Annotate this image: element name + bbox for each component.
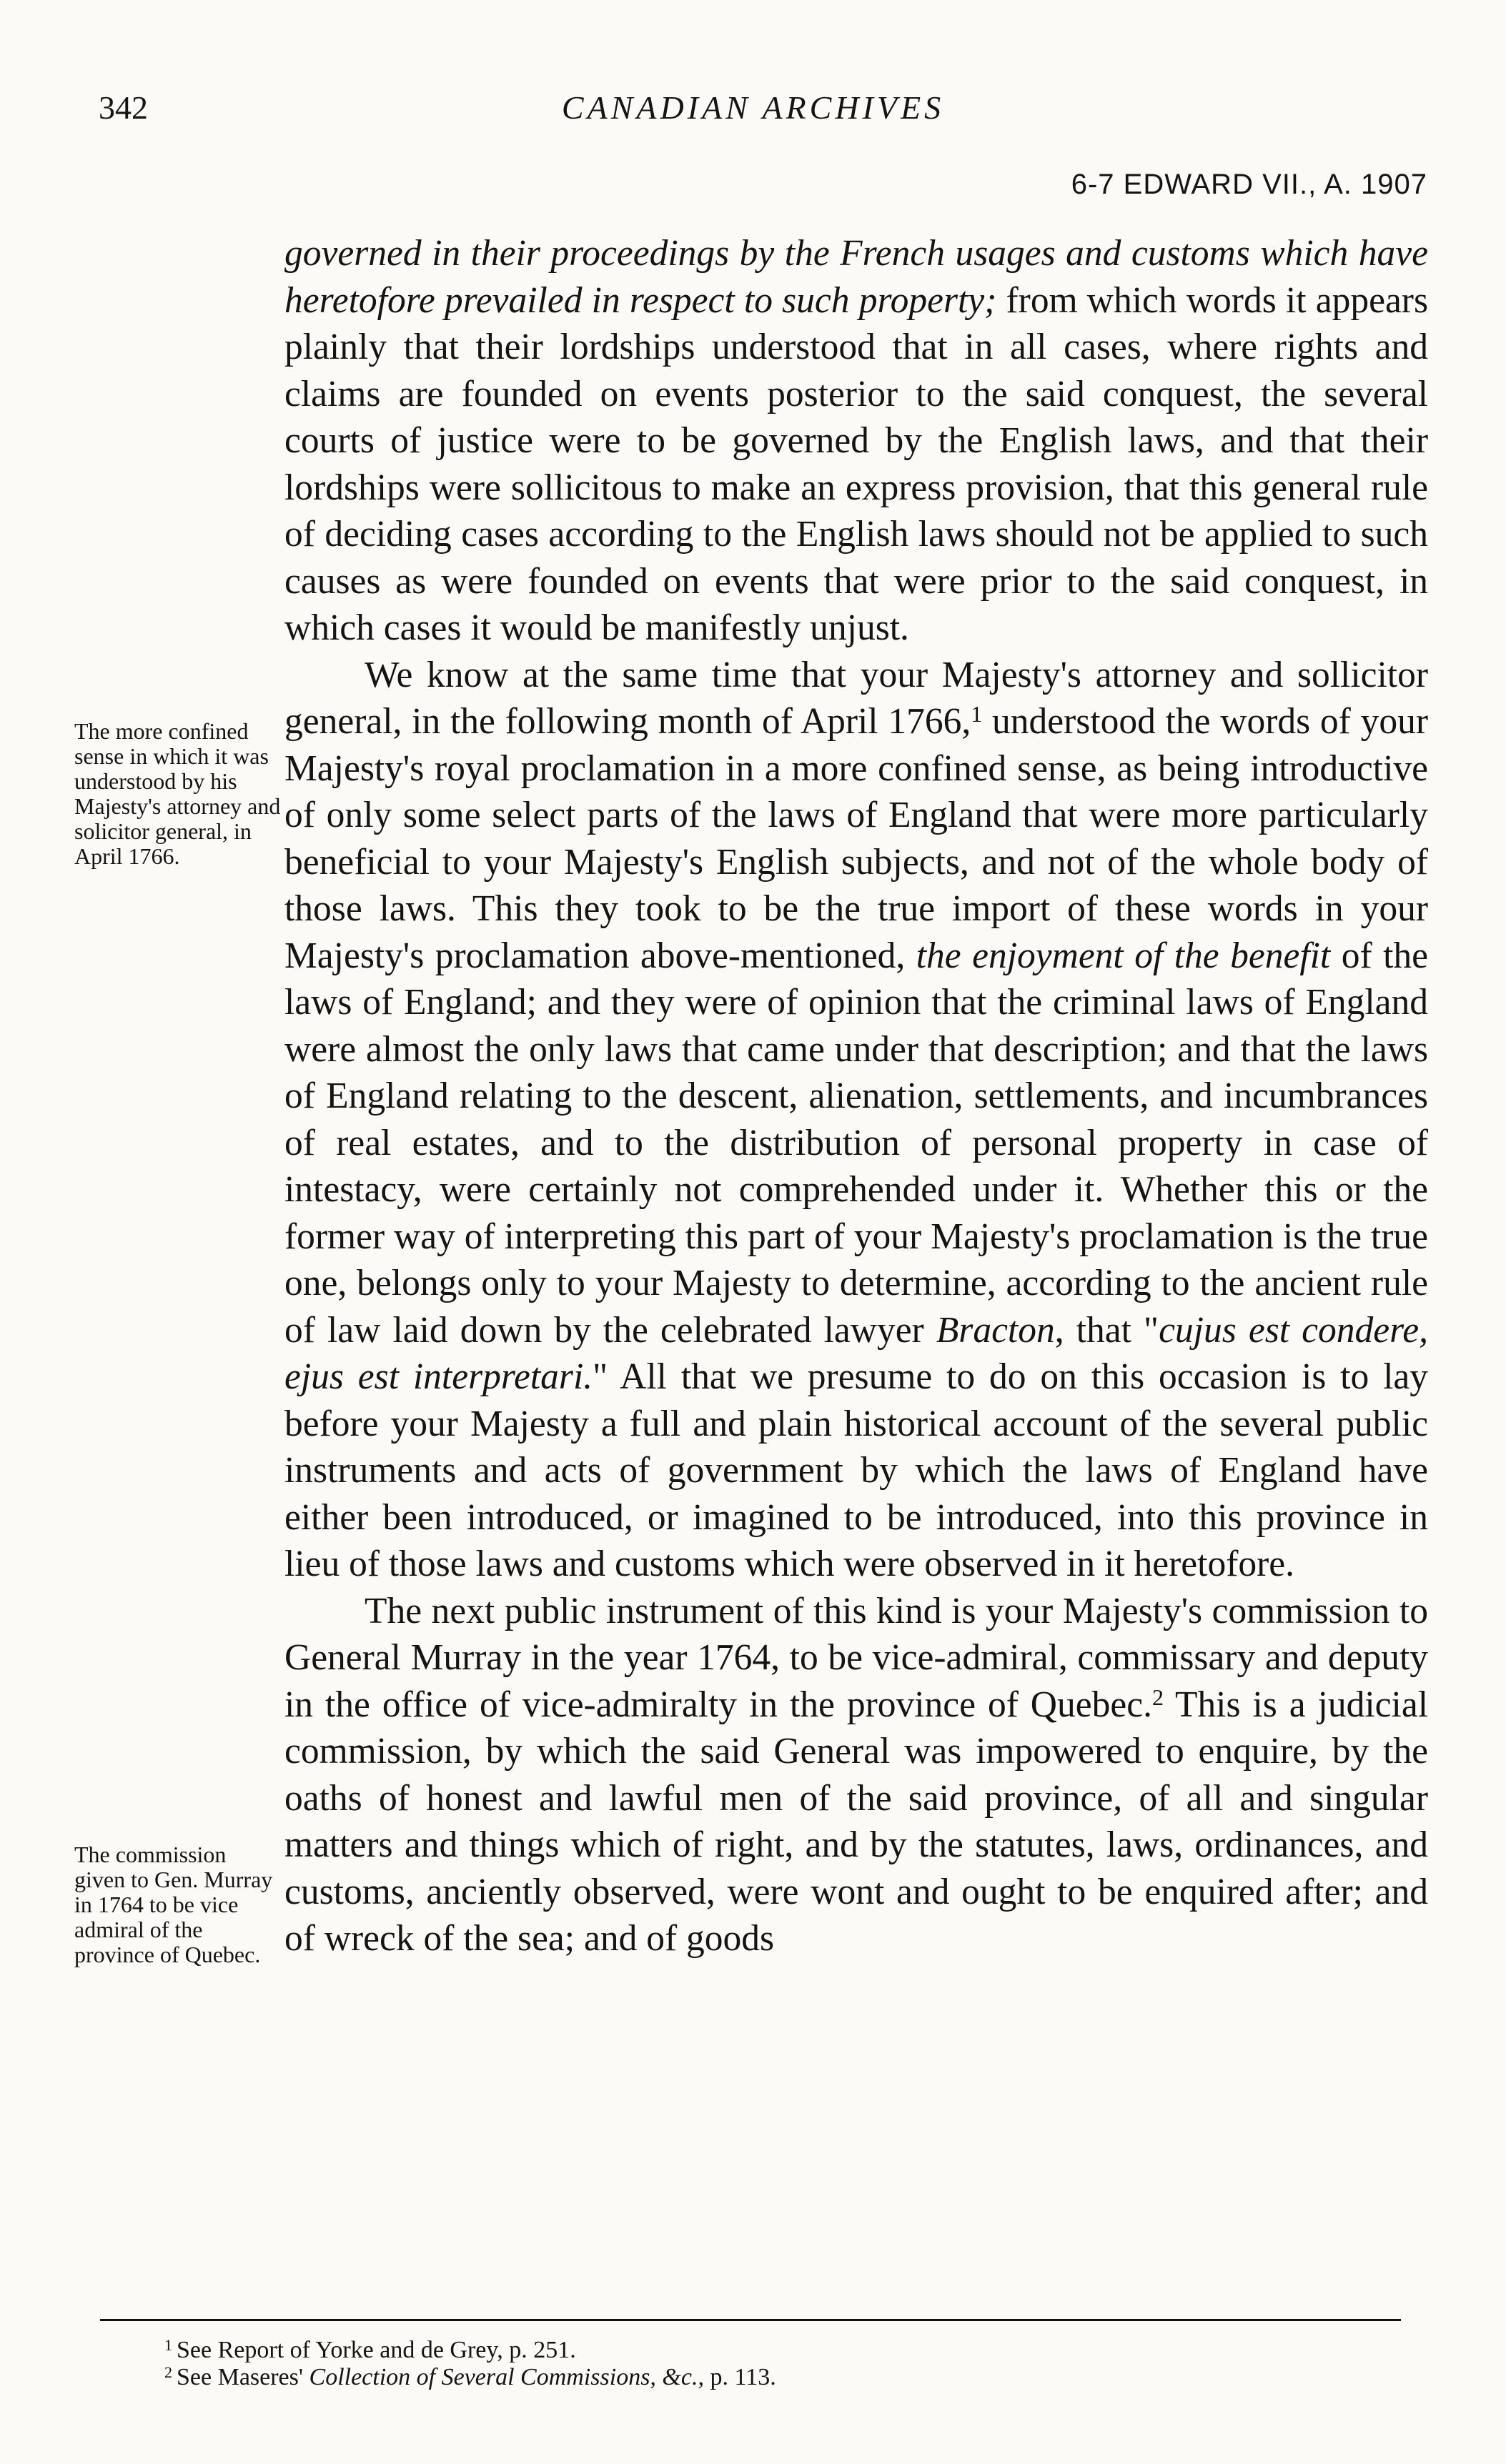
text-run: from which words it appears plainly that their lordships understood that in all cases, where rights and claims are founded on events posterior to the said conquest, the several courts of justice were to be governed by the English laws, and that their lordships were sollicitous to make an express provision, that this general rule of deciding cases according to the English laws should not be applied to such causes as were founded on events that were prior to the said conquest, in which cases it would be manifestly unjust. xyxy=(284,279,1428,648)
footnote-text: See Maseres' xyxy=(177,2364,309,2390)
text-run: The next public instrument of this kind is your Majesty's commission to General Murray in the year 1764, to be vice-admiral, commissary and deputy in the office of vice-admiralty in the province of Quebec. xyxy=(284,1590,1428,1725)
body-text xyxy=(284,230,1428,1962)
italic-name-bracton: Bracton xyxy=(936,1309,1055,1351)
footnote-marker: 2 xyxy=(164,2363,172,2381)
margin-note-attorney: The more confined sense in which it was understood by his Majesty's attorney and solicitor general, in April 1766. xyxy=(74,718,281,869)
text-run: We know at the same time that your Majesty's attorney and sollicitor general, in the following month of April 1766, xyxy=(284,654,1428,742)
footnote-2 xyxy=(164,2358,776,2392)
footnote-rule xyxy=(100,2319,1401,2321)
footnote-text: See Report of Yorke and de Grey, p. 251. xyxy=(177,2337,576,2363)
running-title: CANADIAN ARCHIVES xyxy=(561,89,945,126)
margin-note-commission: The commission given to Gen. Murray in 1764 to be vice admiral of the province of Quebec. xyxy=(74,1842,273,1967)
footnote-ref-2: 2 xyxy=(1151,1684,1164,1710)
edition-line: 6-7 EDWARD VII., A. 1907 xyxy=(1071,169,1427,200)
italic-phrase: governed in their proceedings by the French usages and customs which have heretofore prevailed in respect to such property; xyxy=(284,233,1428,321)
text-run: of the laws of England; and they were of opinion that the criminal laws of England were almost the only laws that came under that description; and that the laws of England relating to the descent, alienation, settlements, and incumbrances of real estates, and to the distribution of personal property in case of intestacy, were certainly not comprehended under it. Whether this or the former way of interpreting this part of your Majesty's proclamation is the true one, belongs only to your Majesty to determine, according to the ancient rule of law laid down by the celebrated lawyer xyxy=(284,935,1428,1351)
italic-phrase: the enjoyment of the benefit xyxy=(916,935,1331,976)
paragraph-attorney-general xyxy=(284,652,1428,1588)
latin-maxim: cujus est condere, ejus est interpretari. xyxy=(284,1309,1429,1397)
footnote-ref-1: 1 xyxy=(971,701,983,727)
paragraph-murray-commission xyxy=(284,1588,1428,1962)
footnote-text: p. 113. xyxy=(703,2364,776,2390)
text-run: " All that we presume to do on this occasion is to lay before your Majesty a full and plain historical account of the several public instruments and acts of government by which the laws of England have either been introduced, or imagined to be introduced, into this province in lieu of those laws and customs which were observed in it heretofore. xyxy=(284,1356,1428,1584)
text-run: , that " xyxy=(1054,1309,1159,1351)
text-run: This is a judicial commission, by which the said General was impowered to enquire, by the oaths of honest and lawful men of the said province, of all and singular matters and things which of right, and by the statutes, laws, ordinances, and customs, anciently observed, were wont and ought to be enquired after; and of wreck of the sea; and of goods xyxy=(284,1684,1428,1959)
paragraph-continued xyxy=(284,230,1428,652)
footnote-marker: 1 xyxy=(164,2336,172,2354)
page-number: 342 xyxy=(99,89,148,126)
footnote-italic-title: Collection of Several Commissions, &c., xyxy=(309,2364,704,2390)
text-run: understood the words of your Majesty's royal proclamation in a more confined sense, as being introductive of only some select parts of the laws of England that were more particularly beneficial to your Majesty's English subjects, and not of the whole body of those laws. This they took to be the true import of these words in your Majesty's proclamation above-mentioned, xyxy=(284,701,1428,976)
